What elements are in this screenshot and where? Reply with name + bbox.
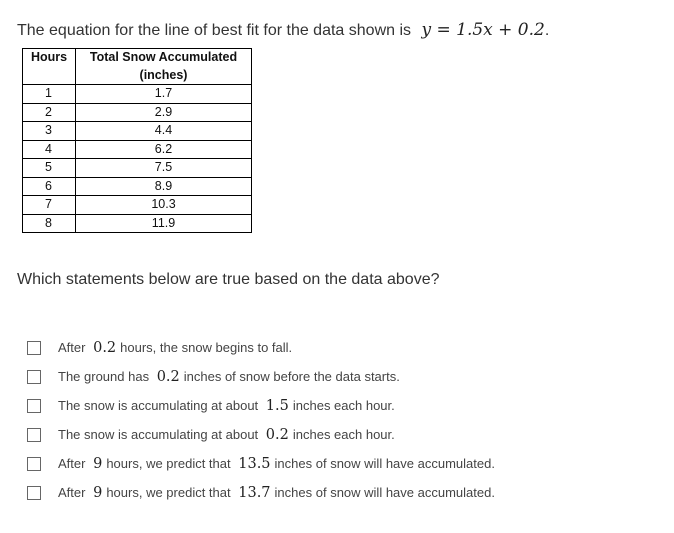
- option-text-after: hours, we predict that: [106, 484, 231, 500]
- option-checkbox[interactable]: [27, 370, 41, 384]
- cell-hours: 3: [23, 122, 76, 141]
- header-hours: Hours: [23, 49, 76, 85]
- answer-option[interactable]: [27, 449, 495, 478]
- option-math-value: 9: [93, 455, 103, 472]
- cell-hours: 1: [23, 85, 76, 104]
- option-text-after: inches of snow before the data starts.: [183, 368, 400, 384]
- option-checkbox[interactable]: [27, 486, 41, 500]
- answer-option[interactable]: [27, 478, 495, 507]
- answer-options: [27, 333, 495, 507]
- cell-hours: 6: [23, 177, 76, 196]
- cell-snow: 11.9: [76, 214, 252, 233]
- best-fit-equation: y = 1.5x + 0.2: [421, 20, 545, 40]
- option-math-value: 9: [93, 484, 103, 501]
- option-math-value-2: 13.7: [238, 484, 271, 501]
- cell-snow: 1.7: [76, 85, 252, 104]
- option-text-after: hours, the snow begins to fall.: [120, 339, 293, 355]
- option-math-value: 1.5: [265, 397, 289, 414]
- answer-option[interactable]: [27, 333, 495, 362]
- cell-snow: 7.5: [76, 159, 252, 178]
- option-text: [58, 340, 292, 356]
- cell-snow: 4.4: [76, 122, 252, 141]
- cell-hours: 5: [23, 159, 76, 178]
- option-math-value: 0.2: [93, 339, 117, 356]
- option-checkbox[interactable]: [27, 457, 41, 471]
- header-snow: [76, 49, 252, 85]
- option-text: [58, 398, 395, 414]
- answer-option[interactable]: [27, 391, 495, 420]
- table-row: [23, 214, 252, 233]
- option-text: [58, 485, 495, 501]
- answer-option[interactable]: [27, 420, 495, 449]
- table-header-row: [23, 49, 252, 85]
- table-row: [23, 122, 252, 141]
- option-text-before: The snow is accumulating at about: [58, 397, 259, 413]
- cell-snow: 2.9: [76, 103, 252, 122]
- question-text: [17, 20, 549, 40]
- option-text: [58, 456, 495, 472]
- snow-data-table: [22, 48, 252, 233]
- option-text-before: After: [58, 484, 86, 500]
- cell-hours: 4: [23, 140, 76, 159]
- option-checkbox[interactable]: [27, 399, 41, 413]
- option-text-before: The snow is accumulating at about: [58, 426, 259, 442]
- answer-option[interactable]: [27, 362, 495, 391]
- option-checkbox[interactable]: [27, 341, 41, 355]
- option-text-after: hours, we predict that: [106, 455, 231, 471]
- header-snow-line1: Total Snow Accumulated: [89, 50, 238, 64]
- option-text: [58, 427, 395, 443]
- table-row: [23, 159, 252, 178]
- option-text-before: The ground has: [58, 368, 150, 384]
- option-text-after: inches each hour.: [292, 397, 395, 413]
- option-text-after: inches each hour.: [292, 426, 395, 442]
- table-row: [23, 177, 252, 196]
- cell-snow: 8.9: [76, 177, 252, 196]
- table-row: [23, 196, 252, 215]
- option-checkbox[interactable]: [27, 428, 41, 442]
- cell-hours: 8: [23, 214, 76, 233]
- option-text-before: After: [58, 339, 86, 355]
- option-text-after-2: inches of snow will have accumulated.: [274, 484, 495, 500]
- option-text-before: After: [58, 455, 86, 471]
- table-row: [23, 140, 252, 159]
- header-snow-line2: (inches): [139, 67, 188, 82]
- option-text-after-2: inches of snow will have accumulated.: [274, 455, 495, 471]
- cell-snow: 6.2: [76, 140, 252, 159]
- cell-snow: 10.3: [76, 196, 252, 215]
- table-row: [23, 103, 252, 122]
- option-text: [58, 369, 400, 385]
- cell-hours: 7: [23, 196, 76, 215]
- question-suffix: .: [544, 22, 550, 39]
- table-row: [23, 85, 252, 104]
- cell-hours: 2: [23, 103, 76, 122]
- option-math-value: 0.2: [156, 368, 180, 385]
- option-math-value-2: 13.5: [238, 455, 271, 472]
- option-math-value: 0.2: [265, 426, 289, 443]
- question-prefix: The equation for the line of best fit for the data shown is: [17, 22, 412, 39]
- prompt-text: Which statements below are true based on the data above?: [17, 271, 440, 288]
